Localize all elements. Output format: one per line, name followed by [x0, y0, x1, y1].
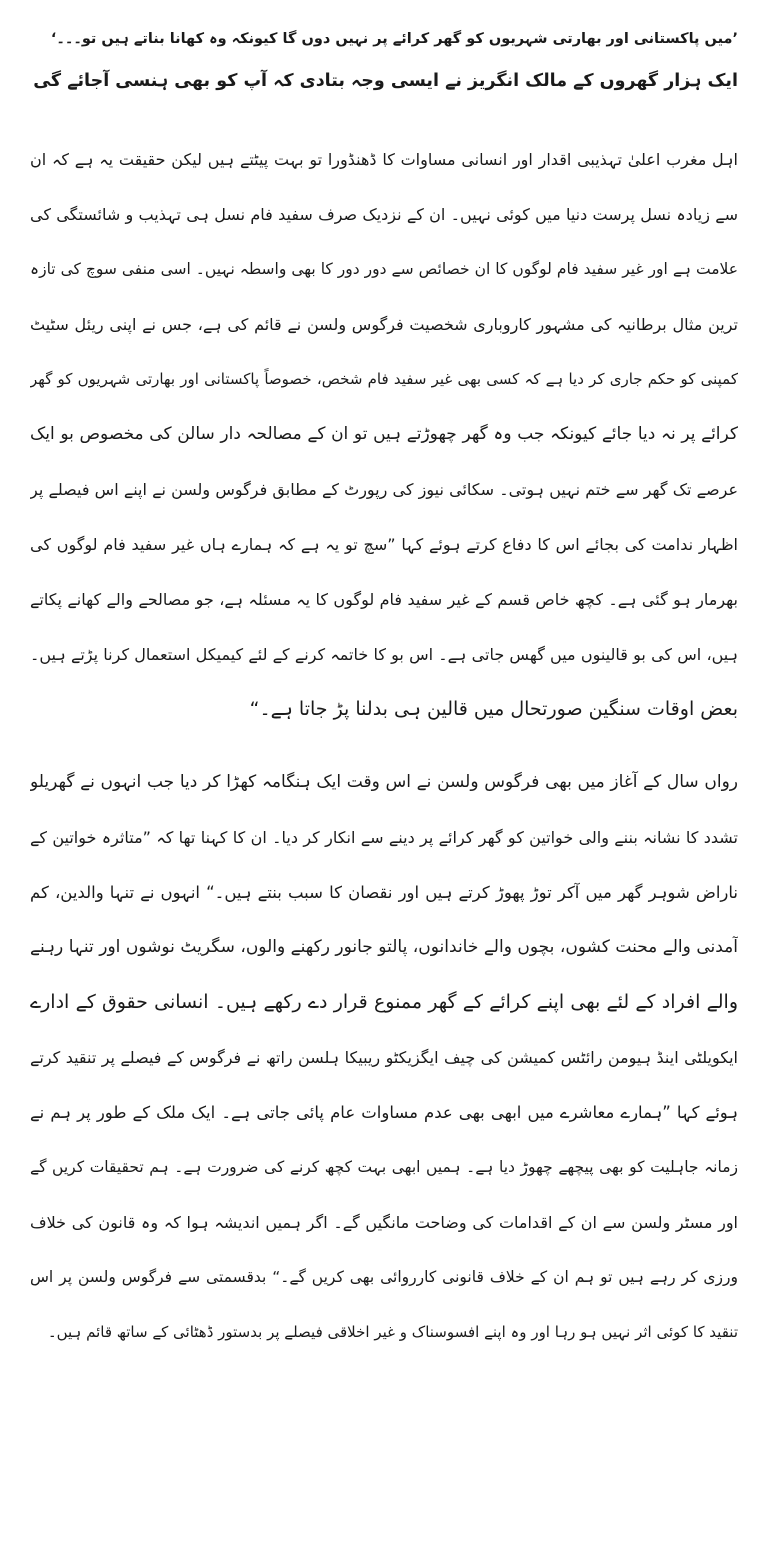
text-line: ایکویلٹی اینڈ ہیومن رائٹس کمیشن کی چیف ایگزیکٹو ریبیکا ہلسن راتھ نے فرگوس کے فیصلے پر تنقید کرتے [30, 1048, 738, 1067]
text-line: ہوئے کہا ”ہمارے معاشرے میں ابھی بھی عدم مساوات عام پائی جاتی ہے۔ ایک ملک کے طور پر ہم نے [30, 1103, 738, 1122]
text-line: والے افراد کے لئے بھی اپنے کرائے کے گھر ممنوع قرار دے رکھے ہیں۔ انسانی حقوق کے ادارے [30, 991, 738, 1013]
text-line: اہل مغرب اعلیٰ تہذیبی اقدار اور انسانی مساوات کا ڈھنڈورا تو بہت پیٹتے ہیں لیکن حقیقت یہ ہے کہ ان [30, 150, 738, 169]
article-headline [30, 18, 738, 102]
headline-line: ’میں پاکستانی اور بھارتی شہریوں کو گھر کرائے پر نہیں دوں گا کیونکہ وہ کھانا بناتے ہیں تو۔۔۔‘ [50, 31, 738, 47]
text-line: آمدنی والے محنت کشوں، بچوں والے خاندانوں، پالتو جانور رکھنے والوں، سگریٹ نوشوں اور تنہا رہنے [30, 937, 738, 957]
text-line: زمانہ جاہلیت کو بھی پیچھے چھوڑ دیا ہے۔ ہمیں ابھی بہت کچھ کرنے کی ضرورت ہے۔ ہم تحقیقات کریں گے [30, 1158, 738, 1176]
text-line: تنقید کا کوئی اثر نہیں ہو رہا اور وہ اپنے افسوسناک و غیر اخلاقی فیصلے پر بدستور ڈھٹائی کے ساتھ قائم ہیں۔ [47, 1323, 738, 1341]
headline-subline: ایک ہزار گھروں کے مالک انگریز نے ایسی وجہ بتادی کہ آپ کو بھی ہنسی آجائے گی [33, 71, 738, 91]
article-body [30, 132, 738, 1360]
text-line: رواں سال کے آغاز میں بھی فرگوس ولسن نے اس وقت ایک ہنگامہ کھڑا کر دیا جب انہوں نے گھریلو [30, 772, 738, 792]
text-line: بعض اوقات سنگین صورتحال میں قالین ہی بدلنا پڑ جاتا ہے۔“ [249, 698, 738, 720]
paragraph-2 [30, 755, 738, 1360]
text-line: تشدد کا نشانہ بننے والی خواتین کو گھر کرائے پر دینے سے انکار کر دیا۔ ان کا کہنا تھا کہ ”متاثرہ خواتین کے [30, 828, 738, 847]
text-line: سے زیادہ نسل پرست دنیا میں کوئی نہیں۔ ان کے نزدیک صرف سفید فام نسل ہی تہذیب و شائستگی کی [30, 205, 738, 224]
text-line: کرائے پر نہ دیا جائے کیونکہ جب وہ گھر چھوڑتے ہیں تو ان کے مصالحہ دار سالن کی مخصوص بو ایک [30, 424, 738, 444]
text-line: ناراض شوہر گھر میں آکر توڑ پھوڑ کرتے ہیں اور نقصان کا سبب بنتے ہیں۔“ انہوں نے تنہا والدین، کم [30, 883, 738, 902]
paragraph-1 [30, 132, 738, 737]
text-line: اظہار ندامت کی بجائے اس کا دفاع کرتے ہوئے کہا ”سچ تو یہ ہے کہ ہمارے ہاں غیر سفید فام لوگوں کی [30, 535, 738, 554]
text-line: کمپنی کو حکم جاری کر دیا ہے کہ کسی بھی غیر سفید فام شخص، خصوصاً پاکستانی اور بھارتی شہریوں کو گھر [30, 370, 738, 388]
text-line: ورزی کر رہے ہیں تو ہم ان کے خلاف قانونی کارروائی بھی کریں گے۔“ بدقسمتی سے فرگوس ولسن پر اس [30, 1268, 738, 1286]
text-line: علامت ہے اور غیر سفید فام لوگوں کا ان خصائص سے دور دور کا بھی واسطہ نہیں۔ اسی منفی سوچ کی تازہ [30, 260, 738, 278]
text-line: ہیں، اس کی بو قالینوں میں گھس جاتی ہے۔ اس بو کا خاتمہ کرنے کے لئے کیمیکل استعمال کرنا پڑتے ہیں۔ [30, 645, 738, 664]
text-line: اور مسٹر ولسن سے ان کے اقدامات کی وضاحت مانگیں گے۔ اگر ہمیں اندیشہ ہوا کہ وہ قانون کی خلاف [30, 1213, 738, 1232]
text-line: ترین مثال برطانیہ کی مشہور کاروباری شخصیت فرگوس ولسن نے قائم کی ہے، جس نے اپنی ریئل سٹیٹ [30, 315, 738, 334]
text-line: بھرمار ہو گئی ہے۔ کچھ خاص قسم کے غیر سفید فام لوگوں کا یہ مسئلہ ہے، جو مصالحے والے کھانے پکاتے [30, 590, 738, 609]
text-line: عرصے تک گھر سے ختم نہیں ہوتی۔ سکائی نیوز کی رپورٹ کے مطابق فرگوس ولسن نے اپنے اس فیصلے پر [30, 480, 738, 499]
